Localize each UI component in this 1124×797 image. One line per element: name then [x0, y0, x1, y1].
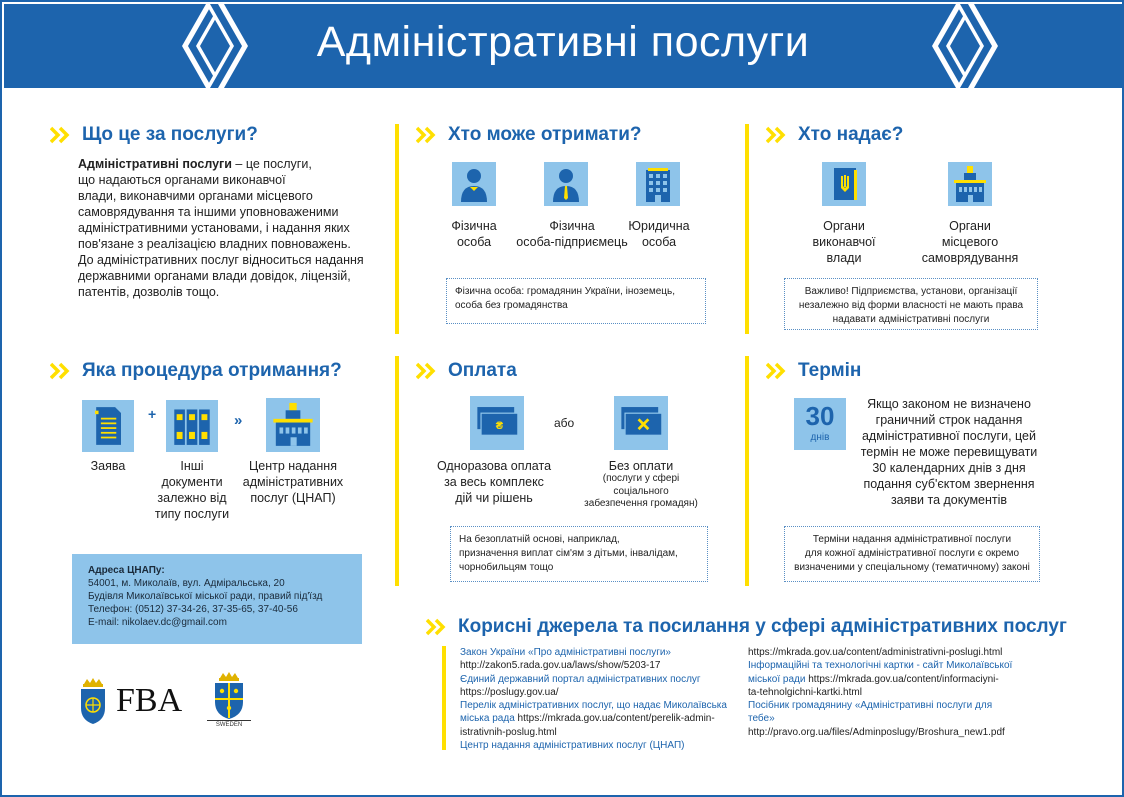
source-link[interactable]: міська рада — [460, 713, 515, 725]
building-icon — [636, 162, 680, 206]
person-icon — [452, 162, 496, 206]
double-chevron-icon — [50, 126, 72, 144]
header-banner — [4, 4, 1122, 88]
procedure-caption-2: Інші документи залежно від типу послуги — [154, 459, 230, 521]
or-label: або — [554, 416, 575, 430]
source-url[interactable]: http://pravo.org.ua/files/Adminposlugy/Broshura_new1.pdf — [748, 726, 1005, 738]
sources-left-column — [460, 646, 740, 752]
term-description: Якщо законом не визначено граничний строк надання адміністративної послуги, цей термін не може перевищувати 30 календарних днів з дня подання суб'єктом звернення заяви та документів — [860, 397, 1038, 507]
double-chevron-icon — [426, 618, 448, 636]
email-link[interactable]: E-mail: nikolaev.dc@gmail.com — [88, 617, 227, 628]
no-money-icon — [614, 396, 668, 450]
payment-note: На безоплатній основі, наприклад, призначення виплат сім'ям з дітьми, інвалідам, чорнобильцям тощо — [450, 526, 708, 582]
term-days-badge: 30 днів — [794, 398, 846, 450]
fba-logo-text: FBA — [116, 682, 183, 719]
council-building-icon — [948, 162, 992, 206]
source-link[interactable]: Перелік адміністративних послуг, що надає Миколаївська — [460, 700, 727, 712]
divider-line — [395, 124, 399, 334]
payment-free-subcaption: (послуги у сфері соціального забезпечення громадян) — [584, 473, 698, 509]
source-link[interactable]: Інформаційні та технологічні картки - сайт Миколаївської — [748, 660, 1013, 672]
source-link[interactable]: міської ради — [748, 673, 806, 685]
sources-right-column — [748, 646, 1048, 739]
fba-crest-icon — [78, 678, 108, 726]
what-description: Адміністративні послуги – це послуги, що надаються органами виконавчої влади, виконавчими органами місцевого самоврядування та іншими уповноваженими адміністративними установами, і надання яких пов'язане з реалізацією владних повноважень. До адміністративних послуг відноситься надання державними органами влади довідок, ліцензій, патентів, дозволів тощо. — [78, 157, 364, 299]
section-title-procedure: Яка процедура отримання? — [50, 360, 342, 382]
who-gets-caption-2: Фізична особа-підприємець — [516, 219, 628, 249]
double-chevron-icon — [416, 362, 438, 380]
who-provides-caption-2: Органи місцевого самоврядування — [921, 219, 1019, 265]
plus-sign: + — [148, 406, 157, 422]
divider-line — [745, 124, 749, 334]
page-title: Адміністративні послуги — [316, 18, 810, 66]
arrow-sign: » — [234, 412, 241, 429]
source-url[interactable]: istrativnih-poslug.html — [460, 726, 557, 738]
double-chevron-icon — [416, 126, 438, 144]
double-chevron-icon — [766, 362, 788, 380]
divider-line — [395, 356, 399, 586]
source-link[interactable]: Посібник громадянину «Адміністративні послуги для — [748, 700, 993, 712]
binders-icon — [166, 400, 218, 452]
payment-free-caption: Без оплати — [608, 459, 674, 473]
source-url[interactable]: https://mkrada.gov.ua/content/perelik-admin- — [514, 713, 715, 725]
svg-text:₴: ₴ — [495, 420, 504, 433]
section-title-what: Що це за послуги? — [50, 124, 258, 146]
sweden-logo-text: SWEDEN — [207, 720, 251, 728]
source-url[interactable]: https://mkrada.gov.ua/content/informaciyni- — [805, 673, 999, 685]
section-title-sources: Корисні джерела та посилання у сфері адміністративних послуг — [426, 616, 1067, 638]
banknote-icon — [470, 396, 524, 450]
who-provides-caption-1: Органи виконавчої влади — [812, 219, 876, 265]
source-link[interactable]: тебе» — [748, 713, 775, 725]
divider-line — [442, 646, 446, 750]
entrepreneur-icon — [544, 162, 588, 206]
procedure-caption-1: Заява — [90, 459, 126, 473]
trident-book-icon — [822, 162, 866, 206]
term-note: Терміни надання адміністративної послуги для кожної адміністративної послуги є окремо визначеними у спеціальному (тематичному) законі — [784, 526, 1040, 582]
chevron-right-icon — [956, 4, 1026, 88]
document-icon — [82, 400, 134, 452]
section-title-who-provides: Хто надає? — [766, 124, 903, 146]
source-link[interactable]: Центр надання адміністративних послуг (ЦНАП) — [460, 740, 685, 752]
source-url[interactable]: https://mkrada.gov.ua/content/administrativni-poslugi.html — [748, 647, 1003, 658]
section-title-who-gets: Хто може отримати? — [416, 124, 642, 146]
source-url[interactable]: https://poslugy.gov.ua/ — [460, 686, 559, 698]
source-link[interactable]: Єдиний державний портал адміністративних послуг — [460, 673, 701, 685]
center-building-icon — [266, 398, 320, 452]
double-chevron-icon — [50, 362, 72, 380]
section-title-payment: Оплата — [416, 360, 517, 382]
section-title-term: Термін — [766, 360, 861, 382]
who-gets-caption-3: Юридична особа — [628, 219, 690, 249]
who-provides-note: Важливо! Підприємства, установи, організації незалежно від форми власності не мають права надавати адміністративні послуги — [784, 278, 1038, 330]
sweden-crest-icon — [208, 672, 250, 720]
who-gets-note: Фізична особа: громадянин України, іноземець, особа без громадянства — [446, 278, 706, 324]
address-box: Адреса ЦНАПу: 54001, м. Миколаїв, вул. Адміральська, 20 Будівля Миколаївської міської ради, правий під'їзд Телефон: (0512) 37-34-26, 37-35-65, 37-40-56 E-mail: nikolaev.dc@gmail.com — [72, 554, 362, 644]
source-link[interactable]: Закон України «Про адміністративні послуги» — [460, 647, 671, 658]
divider-line — [745, 356, 749, 586]
procedure-caption-3: Центр надання адміністративних послуг (ЦНАП) — [242, 459, 344, 505]
who-gets-caption-1: Фізична особа — [451, 219, 497, 249]
double-chevron-icon — [766, 126, 788, 144]
payment-paid-caption: Одноразова оплата за весь комплекс дій чи рішень — [436, 459, 552, 505]
source-url[interactable]: ta-tehnolgichni-kartki.html — [748, 686, 862, 698]
source-url[interactable]: http://zakon5.rada.gov.ua/laws/show/5203-17 — [460, 660, 661, 672]
